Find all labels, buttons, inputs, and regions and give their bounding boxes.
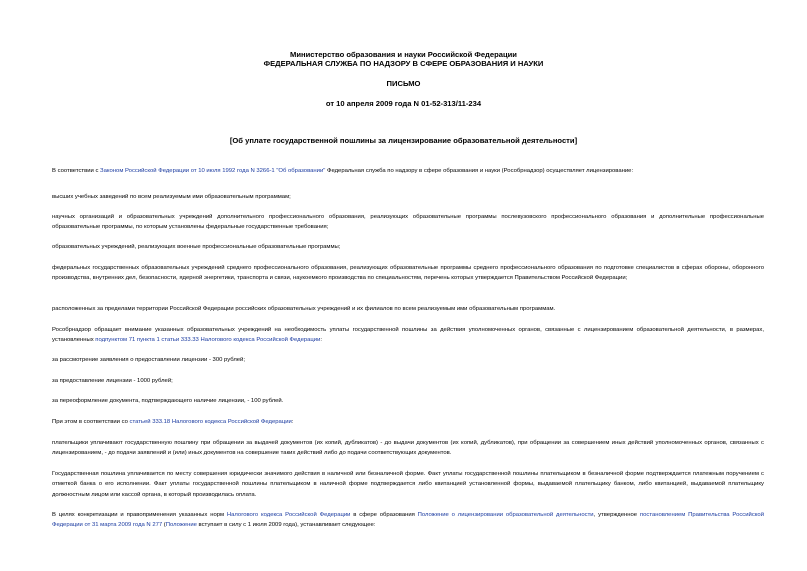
text: В соответствии с <box>52 168 101 174</box>
paragraph-federal-institutions: федеральных государственных образовательных учреждений среднего профессионального образования, реализующих образовательные программы среднего профессионального образования по подготовке специалистов в сферах обороны, оборонного производства, внутренних дел, безопасности, ядерной энергетики, транспорта и связи, наукоемкого производства по специальностям, перечень которых утверждается Правительством Российской Федерации; <box>52 265 764 282</box>
paragraph-tax-code-reference <box>52 417 764 427</box>
paragraph-regulation <box>52 510 764 531</box>
service-title: ФЕДЕРАЛЬНАЯ СЛУЖБА ПО НАДЗОРУ В СФЕРЕ ОБРАЗОВАНИЯ И НАУКИ <box>263 59 544 68</box>
text: Федеральная служба по надзору в сфере образования и науки (Рособрнадзор) осуществляет лицензирование: <box>325 168 634 174</box>
text: , утвержденное <box>593 512 640 518</box>
text: вступает в силу с 1 июля 2009 года), устанавливает следующее: <box>196 522 376 529</box>
text: Рособрнадзор обращает внимание указанных образовательных учреждений на необходимость уплаты государственной пошлины за действия уполномоченных органов, связанные с лицензированием образовательной деятельности, в размерах, установленных <box>52 327 764 344</box>
document-subject: [Об уплате государственной пошлины за лицензирование образовательной деятельности] <box>229 136 578 145</box>
paragraph-fee-notice <box>52 325 764 346</box>
law-on-education-link[interactable]: Законом Российской Федерации от 10 июля 1992 года N 3266-1 "Об образовании" <box>100 168 326 174</box>
ministry-title: Министерство образования и науки Российской Федерации <box>290 50 517 59</box>
regulation-link[interactable]: Положение <box>165 522 197 529</box>
fee-item-grant: за предоставление лицензии - 1000 рублей; <box>52 378 173 384</box>
text: При этом в соответствии со <box>52 419 130 425</box>
licensing-regulation-link[interactable]: Положение о лицензировании образовательной деятельности <box>417 512 594 518</box>
text: : <box>320 337 323 344</box>
document-date-number: от 10 апреля 2009 года N 01-52-313/11-234 <box>325 99 482 108</box>
paragraph-military: образовательных учреждений, реализующих военные профессиональные образовательные программы; <box>52 244 341 250</box>
paragraph-intro <box>52 166 764 176</box>
fee-item-review: за рассмотрение заявления о предоставлении лицензии - 300 рублей; <box>52 357 245 363</box>
text: в сфере образования <box>350 512 418 518</box>
tax-code-link[interactable]: Налогового кодекса Российской Федерации <box>226 512 351 518</box>
paragraph-payers: плательщики уплачивают государственную пошлину при обращении за выдачей документов (их копий, дубликатов) - до выдачи документов (их копий, дубликатов), при обращении за совершением иных действий уполномоченных органов, связанных с лицензированием, - до подачи заявлений и (или) иных документов на совершение таких действий либо до подачи соответствующих документов. <box>52 440 764 457</box>
tax-code-333-18-link[interactable]: статьей 333.18 Налогового кодекса Российской Федерации <box>129 419 292 425</box>
text: ( <box>162 522 166 529</box>
paragraph-payment-form: Государственная пошлина уплачивается по месту совершения юридически значимого действия в наличной или безналичной форме. Факт уплаты государственной пошлины плательщиком в безналичной форме подтверждается платежным поручением с отметкой банка о его исполнении. Факт уплаты государственной пошлины плательщиком в наличной форме подтверждается либо квитанцией установленной формы, выдаваемой плательщику банком, либо квитанцией, выдаваемой плательщику должностным лицом или кассой органа, в который производилась оплата. <box>52 471 764 498</box>
fee-item-reissue: за переоформление документа, подтверждающего наличие лицензии, - 100 рублей. <box>52 398 284 404</box>
paragraph-scientific-orgs: научных организаций и образовательных учреждений дополнительного профессионального образования, реализующих образовательные программы послевузовского профессионального образования и дополнительные профессиональные образовательные программы, по которым установлены федеральные государственные требования; <box>52 214 764 231</box>
paragraph-universities: высших учебных заведений по всем реализуемым ими образовательным программам; <box>52 194 291 200</box>
text: В целях конкретизации и правоприменения указанных норм <box>52 512 227 518</box>
tax-code-333-33-link[interactable]: подпунктом 71 пункта 1 статьи 333.33 Налогового кодекса Российской Федерации <box>95 337 321 344</box>
text: : <box>291 419 294 425</box>
document-type: ПИСЬМО <box>386 79 421 88</box>
government-decree-277-link[interactable]: постановлением Правительства Российской Федерации от 31 марта 2009 года N 277 <box>52 512 764 529</box>
paragraph-abroad: расположенных за пределами территории Российской Федерации российских образовательных учреждений и их филиалов по всем реализуемым ими образовательным программам. <box>52 306 556 312</box>
